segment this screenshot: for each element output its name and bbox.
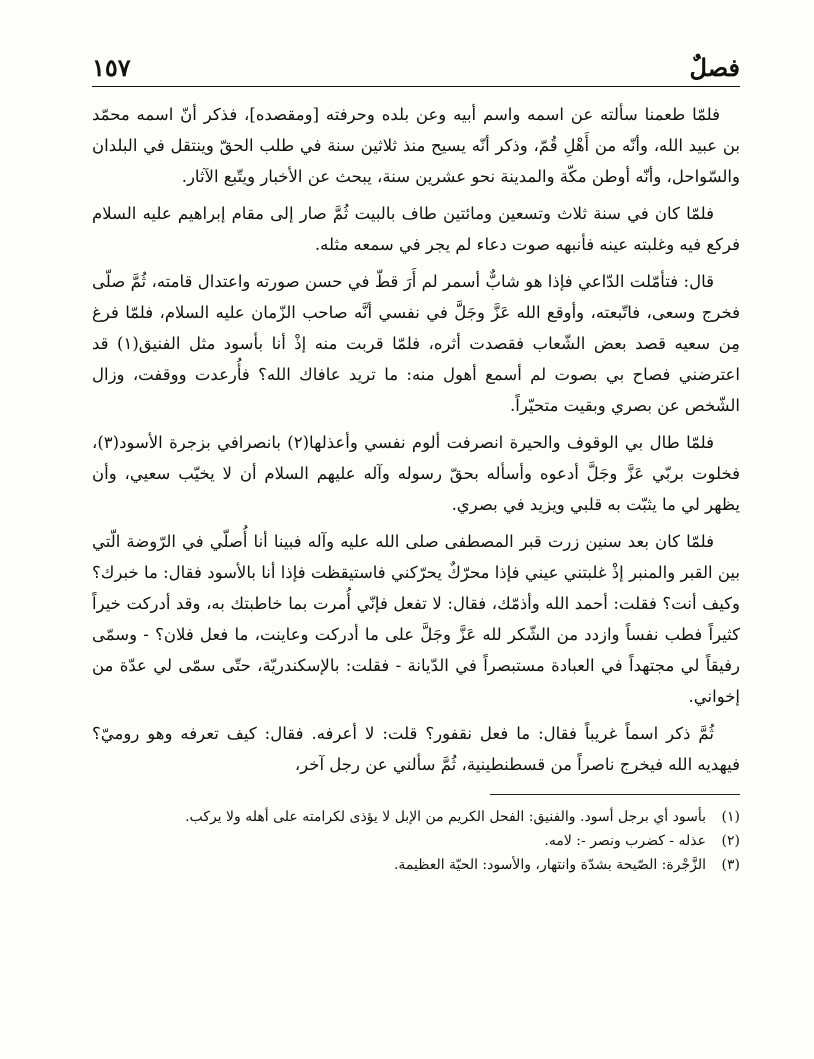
footnote bbox=[92, 829, 740, 853]
paragraph: فلمّا طال بي الوقوف والحيرة انصرفت ألوم نفسي وأعذلها(٢) بانصرافي بزجرة الأسود(٣)، فخلوت بربّي عَزَّ وجَلَّ أدعوه وأسأله بحقّ رسوله وآله عليهم السلام أن لا يخيّب سعيي، وأن يظهر لي ما يثبّت به قلبي ويزيد في بصري. bbox=[92, 433, 740, 514]
paragraph: ثُمَّ ذكر اسماً غريباً فقال: ما فعل نقفور؟ قلت: لا أعرفه. فقال: كيف تعرفه وهو روميّ؟ فيهديه الله فيخرج ناصراً من قسطنطينية، ثُمَّ سألني عن رجل آخر، bbox=[92, 724, 740, 774]
footnote bbox=[92, 805, 740, 829]
page-header bbox=[92, 42, 740, 82]
footnote-rule bbox=[490, 794, 740, 795]
paragraph: قال: فتأمّلت الدّاعي فإذا هو شابٌّ أسمر لم أَرَ قطّ في حسن صورته واعتدال قامته، ثُمَّ صلّى فخرج وسعى، فاتّبعته، وأوقع الله عَزَّ وجَلَّ في نفسي أنَّه صاحب الزّمان عليه السلام، فلمّا فرغ مِن سعيه قصد بعض الشّعاب فقصدت أثره، فلمّا قربت منه إذْ أنا بأسود مثل الفنيق(١) قد اعترضني فصاح بي بصوت لم أسمع أهول منه: ما تريد عافاك الله؟ فأُرعدت ووقفت، وزال الشّخص عن بصري وبقيت متحيّراً. bbox=[92, 272, 740, 415]
footnote-text: الزَّجْرة: الصّيحة بشدّة وانتهار، والأسود: الحيّة العظيمة. bbox=[393, 857, 706, 873]
chapter-title: فصلٌ bbox=[689, 53, 740, 82]
paragraph: فلمّا طعمنا سألته عن اسمه واسم أبيه وعن بلده وحرفته [ومقصده]، فذكر أنّ اسمه محمّد بن عبيد الله، وأنّه من أَهْلِ قُمّ، وذكر أنّه يسيح منذ ثلاثين سنة في طلب الحقّ وينتقل في البلدان والسّواحل، وأنّه أوطن مكّة والمدينة نحو عشرين سنة، يبحث عن الأخبار ويتّبع الآثار. bbox=[92, 105, 740, 186]
footnote-number: (٢) bbox=[721, 833, 740, 849]
footnote-text: بأسود أي برجل أسود. والفنيق: الفحل الكريم من الإبل لا يؤذى لكرامته على أهله ولا يركب. bbox=[185, 809, 706, 825]
footnote bbox=[92, 853, 740, 877]
footnote-number: (١) bbox=[721, 809, 740, 825]
footnotes bbox=[92, 805, 740, 877]
book-page bbox=[92, 42, 740, 877]
footnote-number: (٣) bbox=[721, 857, 740, 873]
paragraph: فلمّا كان في سنة ثلاث وتسعين ومائتين طاف بالبيت ثُمَّ صار إلى مقام إبراهيم عليه السلام فركع فيه وغلبته عينه فأنبهه صوت دعاء لم يجر في سمعه مثله. bbox=[92, 204, 740, 254]
page-number: ١٥٧ bbox=[92, 53, 131, 82]
footnote-text: عذله - كضرب ونصر -: لامه. bbox=[544, 833, 706, 849]
header-rule bbox=[92, 86, 740, 87]
body-text bbox=[92, 99, 740, 780]
paragraph: فلمّا كان بعد سنين زرت قبر المصطفى صلى الله عليه وآله فبينا أنا أُصلّي في الرّوضة الّتي بين القبر والمنبر إذْ غلبتني عيني فإذا محرّكٌ يحرّكني فاستيقظت فإذا أنا بالأسود فقال: ما خبرك؟ وكيف أنت؟ فقلت: أحمد الله وأذمّك، فقال: لا تفعل فإنّي أُمرت بما خاطبتك به، وقد أدركت خيراً كثيراً فطب نفساً وازدد من الشّكر لله عَزَّ وجَلَّ على ما أدركت وعاينت، ما فعل فلان؟ - وسمّى رفيقاً لي مجتهداً في العبادة مستبصراً في الدّيانة - فقلت: بالإسكندريّة، حتّى سمّى لي عدّة من إخواني. bbox=[92, 532, 740, 706]
